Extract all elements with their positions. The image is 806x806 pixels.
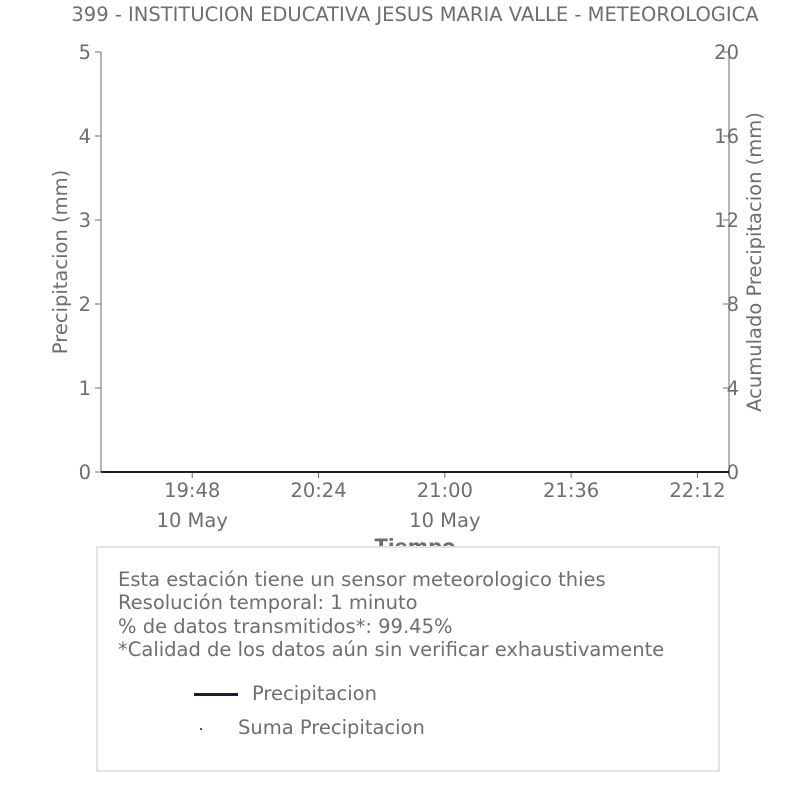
x-tick-date-label: 10 May: [156, 509, 228, 532]
info-line-transmitted: % de datos transmitidos*: 99.45%: [118, 614, 453, 638]
x-tick-label: 21:36: [543, 479, 600, 502]
x-tick-label: 19:48: [164, 479, 221, 502]
x-tick-label: 22:12: [669, 479, 726, 502]
y-right-tick-label: 4: [726, 377, 739, 400]
chart-title: 399 - INSTITUCION EDUCATIVA JESUS MARIA VALLE - METEOROLOGICA: [71, 3, 759, 26]
info-line-resolution: Resolución temporal: 1 minuto: [118, 591, 418, 615]
y-right-tick-label: 12: [714, 209, 739, 232]
x-tick-date-label: 10 May: [409, 509, 481, 532]
y-right-tick-label: 0: [726, 461, 739, 484]
x-ticks: [157, 472, 726, 532]
y-right-tick-label: 20: [714, 41, 739, 64]
x-tick-label: 20:24: [290, 479, 347, 502]
y-tick-label: 3: [78, 209, 91, 232]
y-axis-right-label: Acumulado Precipitacion (mm): [743, 112, 766, 412]
info-line-sensor: Esta estación tiene un sensor meteorologico thies: [118, 568, 606, 591]
info-line-quality: *Calidad de los datos aún sin verificar exhaustivamente: [118, 637, 665, 661]
y-tick-label: 5: [78, 41, 91, 64]
y-tick-label: 0: [78, 461, 91, 484]
legend-line-swatch: [194, 693, 238, 696]
axes: [101, 52, 729, 472]
y-tick-label: 2: [78, 293, 91, 316]
y-right-tick-label: 16: [714, 125, 739, 148]
legend-label-precipitacion: Precipitacion: [252, 682, 377, 705]
info-text: [118, 568, 664, 661]
y-axis-label: Precipitacion (mm): [49, 169, 72, 355]
legend-label-suma-precipitacion: Suma Precipitacion: [238, 716, 425, 739]
left-y-ticks: [79, 41, 101, 484]
right-y-ticks: [714, 41, 739, 484]
y-tick-label: 1: [78, 377, 91, 400]
info-box: [96, 546, 720, 772]
y-right-tick-label: 8: [726, 293, 739, 316]
legend-dot-swatch: [200, 728, 202, 730]
x-tick-label: 21:00: [416, 479, 473, 502]
y-tick-label: 4: [78, 125, 91, 148]
